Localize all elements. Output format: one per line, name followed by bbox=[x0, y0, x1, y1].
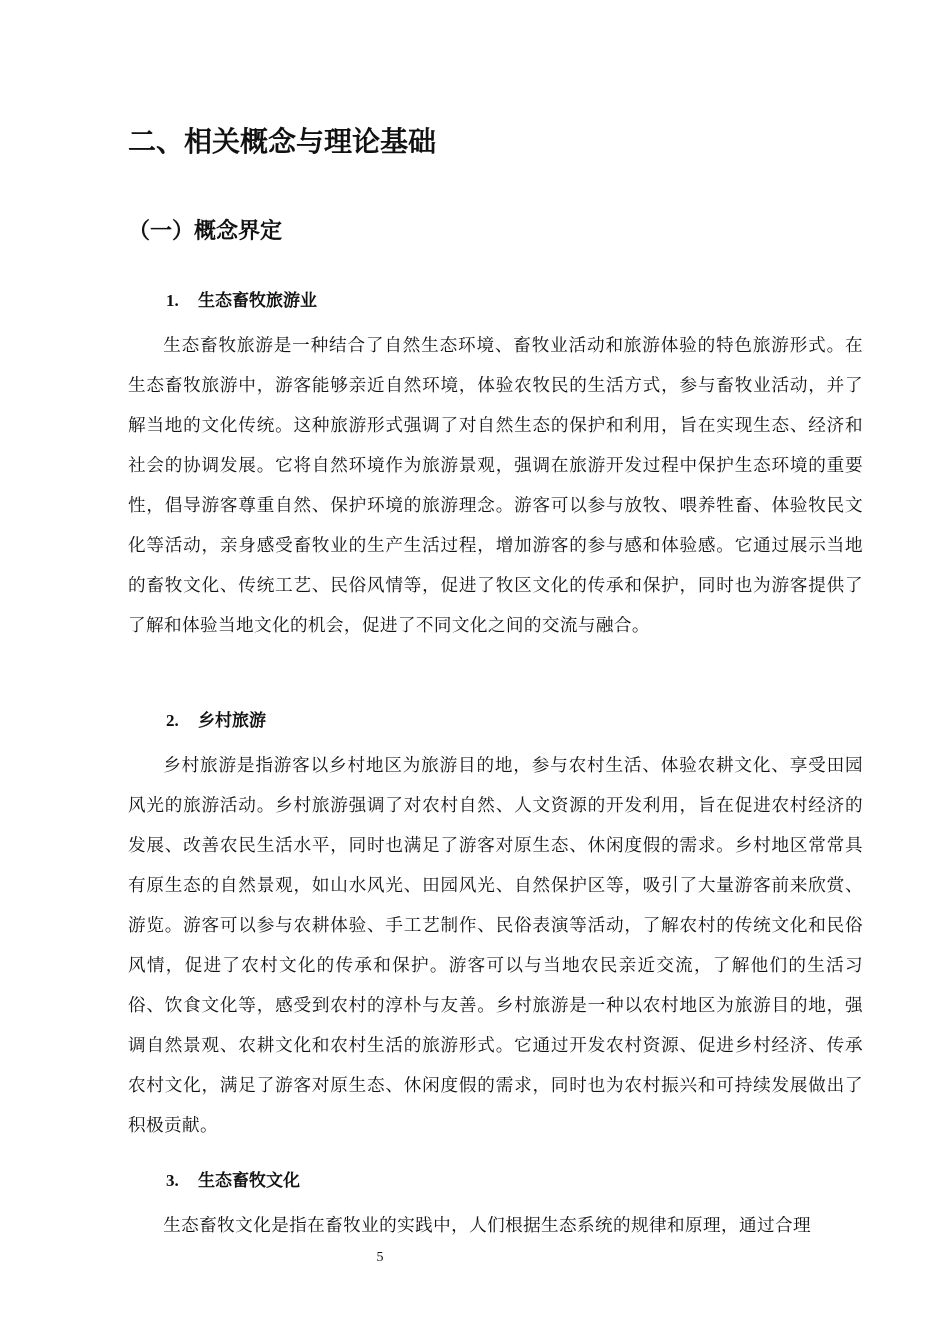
subsection-title: 生态畜牧文化 bbox=[198, 1171, 300, 1191]
subsection-title: 乡村旅游 bbox=[198, 711, 266, 731]
subsection-title: 生态畜牧旅游业 bbox=[198, 291, 317, 311]
subsection-number: 2. bbox=[166, 711, 179, 730]
subsection-number: 3. bbox=[166, 1171, 179, 1190]
subsection-heading-1 bbox=[166, 288, 317, 314]
section-title: （一）概念界定 bbox=[128, 219, 283, 244]
page-number: 5 bbox=[376, 1250, 384, 1265]
subsection-number: 1. bbox=[166, 291, 179, 310]
subsection-heading-3 bbox=[166, 1168, 300, 1194]
subsection-heading-2 bbox=[166, 708, 266, 734]
paragraph-eco-livestock-tourism: 生态畜牧旅游是一种结合了自然生态环境、畜牧业活动和旅游体验的特色旅游形式。在生态畜牧旅游中，游客能够亲近自然环境，体验农牧民的生活方式，参与畜牧业活动，并了解当地的文化传统。这种旅游形式强调了对自然生态的保护和利用，旨在实现生态、经济和社会的协调发展。它将自然环境作为旅游景观，强调在旅游开发过程中保护生态环境的重要性，倡导游客尊重自然、保护环境的旅游理念。游客可以参与放牧、喂养牲畜、体验牧民文化等活动，亲身感受畜牧业的生产生活过程，增加游客的参与感和体验感。它通过展示当地的畜牧文化、传统工艺、民俗风情等，促进了牧区文化的传承和保护，同时也为游客提供了了解和体验当地文化的机会，促进了不同文化之间的交流与融合。 bbox=[128, 336, 863, 636]
paragraph-eco-livestock-culture: 生态畜牧文化是指在畜牧业的实践中，人们根据生态系统的规律和原理，通过合理 bbox=[163, 1216, 811, 1236]
paragraph-rural-tourism: 乡村旅游是指游客以乡村地区为旅游目的地，参与农村生活、体验农耕文化、享受田园风光的旅游活动。乡村旅游强调了对农村自然、人文资源的开发利用，旨在促进农村经济的发展、改善农民生活水平，同时也满足了游客对原生态、休闲度假的需求。乡村地区常常具有原生态的自然景观，如山水风光、田园风光、自然保护区等，吸引了大量游客前来欣赏、游览。游客可以参与农耕体验、手工艺制作、民俗表演等活动，了解农村的传统文化和民俗风情，促进了农村文化的传承和保护。游客可以与当地农民亲近交流，了解他们的生活习俗、饮食文化等，感受到农村的淳朴与友善。乡村旅游是一种以农村地区为旅游目的地，强调自然景观、农耕文化和农村生活的旅游形式。它通过开发农村资源、促进乡村经济、传承农村文化，满足了游客对原生态、休闲度假的需求，同时也为农村振兴和可持续发展做出了积极贡献。 bbox=[128, 756, 863, 1136]
chapter-title: 二、相关概念与理论基础 bbox=[128, 125, 437, 158]
